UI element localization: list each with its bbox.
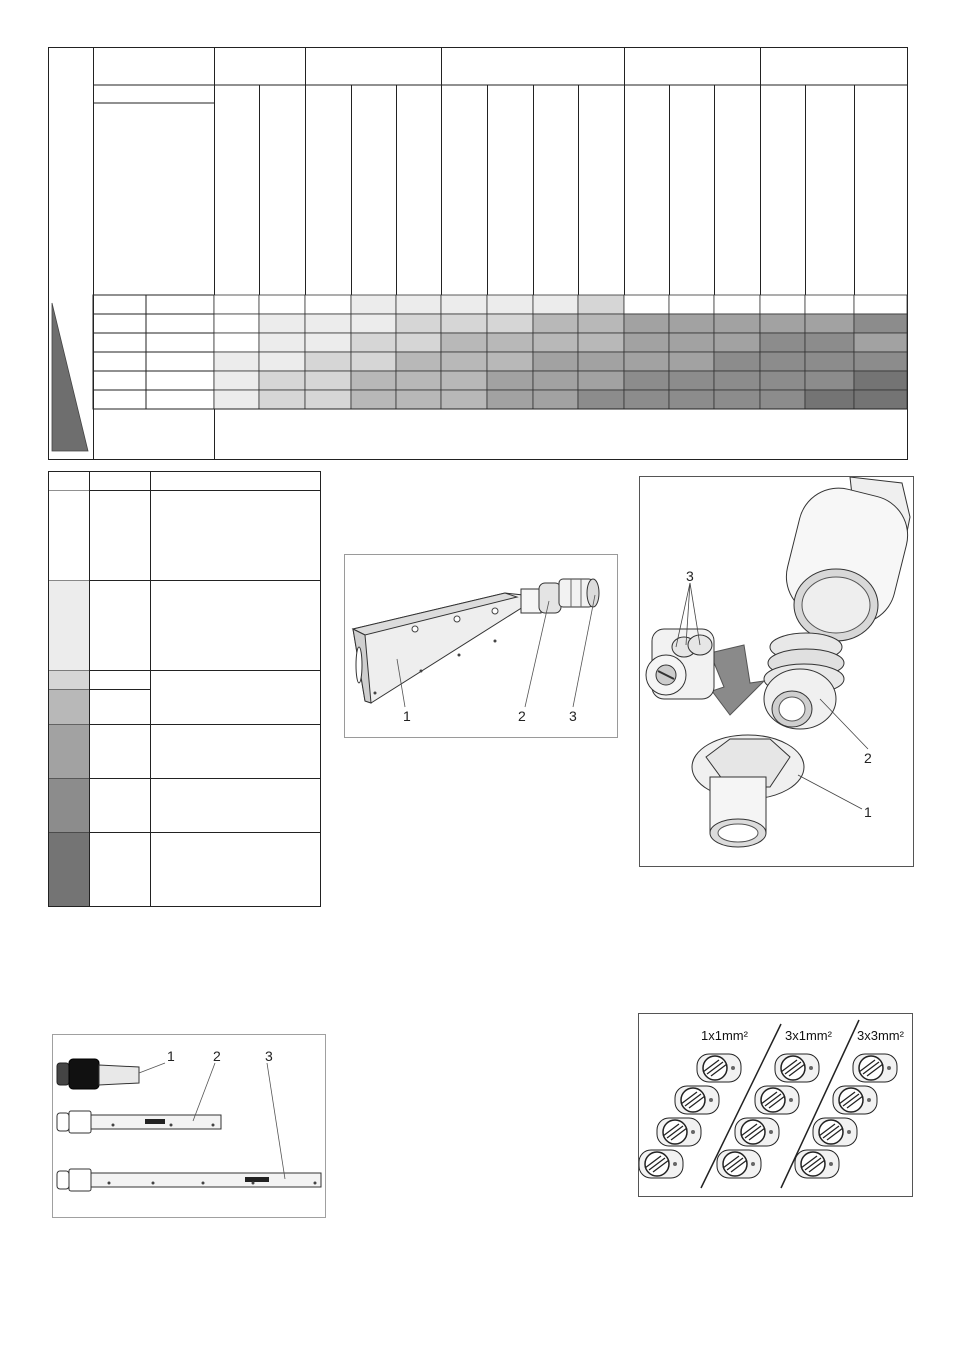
shade-cell xyxy=(533,333,578,352)
shade-cell xyxy=(533,390,578,409)
shade-cell xyxy=(578,352,624,371)
shade-cell xyxy=(669,314,714,333)
connector-callout-1: 1 xyxy=(864,804,872,820)
connector-nut xyxy=(692,735,804,847)
shade-cell xyxy=(305,295,351,314)
legend-swatch xyxy=(49,779,89,833)
figure-sensor-bar xyxy=(344,554,618,738)
shade-cell xyxy=(396,314,441,333)
shade-cell xyxy=(805,314,854,333)
shade-cell xyxy=(533,295,578,314)
shade-cell xyxy=(396,333,441,352)
main-data-table xyxy=(48,47,908,461)
shade-cell xyxy=(854,371,907,390)
shade-cell xyxy=(854,390,907,409)
shade-cell xyxy=(214,314,259,333)
shade-cell xyxy=(214,371,259,390)
shade-cell xyxy=(259,333,305,352)
figure-bar-sizes xyxy=(52,1034,326,1218)
shade-cell xyxy=(578,314,624,333)
terminal-icon xyxy=(657,1118,701,1146)
sensor-callout-2: 2 xyxy=(518,708,526,724)
shade-cell xyxy=(396,371,441,390)
connector-callout-2: 2 xyxy=(864,750,872,766)
figure-cross-sections xyxy=(638,1013,913,1197)
shade-cell xyxy=(441,371,487,390)
legend-swatch xyxy=(49,833,89,907)
legend-swatch xyxy=(49,725,89,779)
shade-row xyxy=(93,295,907,314)
shade-cell xyxy=(305,371,351,390)
terminal-icon xyxy=(697,1054,741,1082)
shade-cell xyxy=(259,295,305,314)
sensor-callout-1: 1 xyxy=(403,708,411,724)
shade-cell xyxy=(805,371,854,390)
shade-cell xyxy=(669,333,714,352)
shade-cell xyxy=(805,390,854,409)
figure-connector-assembly xyxy=(639,476,914,867)
shade-cell xyxy=(487,352,533,371)
terminal-icon xyxy=(853,1054,897,1082)
terminal-icon xyxy=(833,1086,877,1114)
shade-cell xyxy=(760,295,805,314)
shade-row xyxy=(93,371,907,390)
shade-cell xyxy=(305,333,351,352)
shade-cell xyxy=(714,333,760,352)
terminal-icon xyxy=(813,1118,857,1146)
shade-cell xyxy=(441,390,487,409)
shade-cell xyxy=(805,352,854,371)
connector-housing xyxy=(778,477,913,641)
shade-cell xyxy=(760,333,805,352)
sensor-callout-3: 3 xyxy=(569,708,577,724)
shade-cell xyxy=(214,352,259,371)
shade-cell xyxy=(760,352,805,371)
shade-cell xyxy=(487,333,533,352)
shade-cell xyxy=(760,390,805,409)
terminal-icon xyxy=(675,1086,719,1114)
shade-cell xyxy=(533,352,578,371)
legend-swatch xyxy=(49,671,89,690)
shade-cell xyxy=(854,314,907,333)
shade-cell xyxy=(259,314,305,333)
cross-label-1x1: 1x1mm² xyxy=(701,1028,748,1043)
shade-cell xyxy=(396,390,441,409)
shade-cell xyxy=(714,371,760,390)
shade-cell xyxy=(396,352,441,371)
shade-cell xyxy=(669,352,714,371)
shade-cell xyxy=(854,333,907,352)
shade-cell xyxy=(441,333,487,352)
shade-cell xyxy=(441,352,487,371)
terminal-icon xyxy=(775,1054,819,1082)
shade-cell xyxy=(624,371,669,390)
bar-callout-1: 1 xyxy=(167,1048,175,1064)
cross-label-3x1: 3x1mm² xyxy=(785,1028,832,1043)
shade-cell xyxy=(854,352,907,371)
terminal-icon xyxy=(717,1150,761,1178)
shade-cell xyxy=(487,390,533,409)
shade-cell xyxy=(214,333,259,352)
bar-callout-2: 2 xyxy=(213,1048,221,1064)
connector-insert xyxy=(764,633,844,729)
shade-cell xyxy=(714,314,760,333)
shade-cell xyxy=(487,371,533,390)
shade-cell xyxy=(214,295,259,314)
shade-cell xyxy=(351,390,396,409)
shade-row xyxy=(93,314,907,333)
shade-cell xyxy=(578,333,624,352)
terminal-icon xyxy=(735,1118,779,1146)
shade-cell xyxy=(305,314,351,333)
shade-cell xyxy=(441,295,487,314)
shade-row xyxy=(93,333,907,352)
bar-callout-3: 3 xyxy=(265,1048,273,1064)
shade-row xyxy=(93,352,907,371)
shade-cell xyxy=(351,371,396,390)
shade-cell xyxy=(714,295,760,314)
shade-cell xyxy=(578,390,624,409)
shade-cell xyxy=(854,295,907,314)
shade-cell xyxy=(624,314,669,333)
shade-cell xyxy=(259,371,305,390)
shade-cell xyxy=(805,295,854,314)
shade-cell xyxy=(487,314,533,333)
shade-cell xyxy=(487,295,533,314)
connector-callout-3: 3 xyxy=(686,568,694,584)
shade-cell xyxy=(669,295,714,314)
shade-cell xyxy=(669,371,714,390)
shade-cell xyxy=(624,352,669,371)
shade-cell xyxy=(578,371,624,390)
shade-cell xyxy=(214,390,259,409)
connector-terminal-block xyxy=(646,629,714,699)
legend-table xyxy=(48,471,322,908)
shade-cell xyxy=(533,314,578,333)
terminal-icon xyxy=(639,1150,683,1178)
legend-swatch xyxy=(49,581,89,671)
shade-cell xyxy=(305,352,351,371)
shade-cell xyxy=(441,314,487,333)
shade-cell xyxy=(714,352,760,371)
shade-row xyxy=(93,390,907,409)
shade-cell xyxy=(624,390,669,409)
shade-cell xyxy=(760,314,805,333)
shade-cell xyxy=(669,390,714,409)
shade-cell xyxy=(578,295,624,314)
shade-cell xyxy=(259,352,305,371)
shade-cell xyxy=(259,390,305,409)
shade-cell xyxy=(351,352,396,371)
terminal-icon xyxy=(755,1086,799,1114)
shade-cell xyxy=(533,371,578,390)
legend-swatch xyxy=(49,690,89,725)
shade-cell xyxy=(714,390,760,409)
shade-cell xyxy=(305,390,351,409)
terminal-icon xyxy=(795,1150,839,1178)
shade-cell xyxy=(624,333,669,352)
legend-swatch xyxy=(49,491,89,581)
cross-label-3x3: 3x3mm² xyxy=(857,1028,904,1043)
shade-cell xyxy=(805,333,854,352)
shade-cell xyxy=(351,314,396,333)
shade-cell xyxy=(624,295,669,314)
shade-cell xyxy=(760,371,805,390)
shade-cell xyxy=(351,333,396,352)
shade-cell xyxy=(396,295,441,314)
shade-cell xyxy=(351,295,396,314)
